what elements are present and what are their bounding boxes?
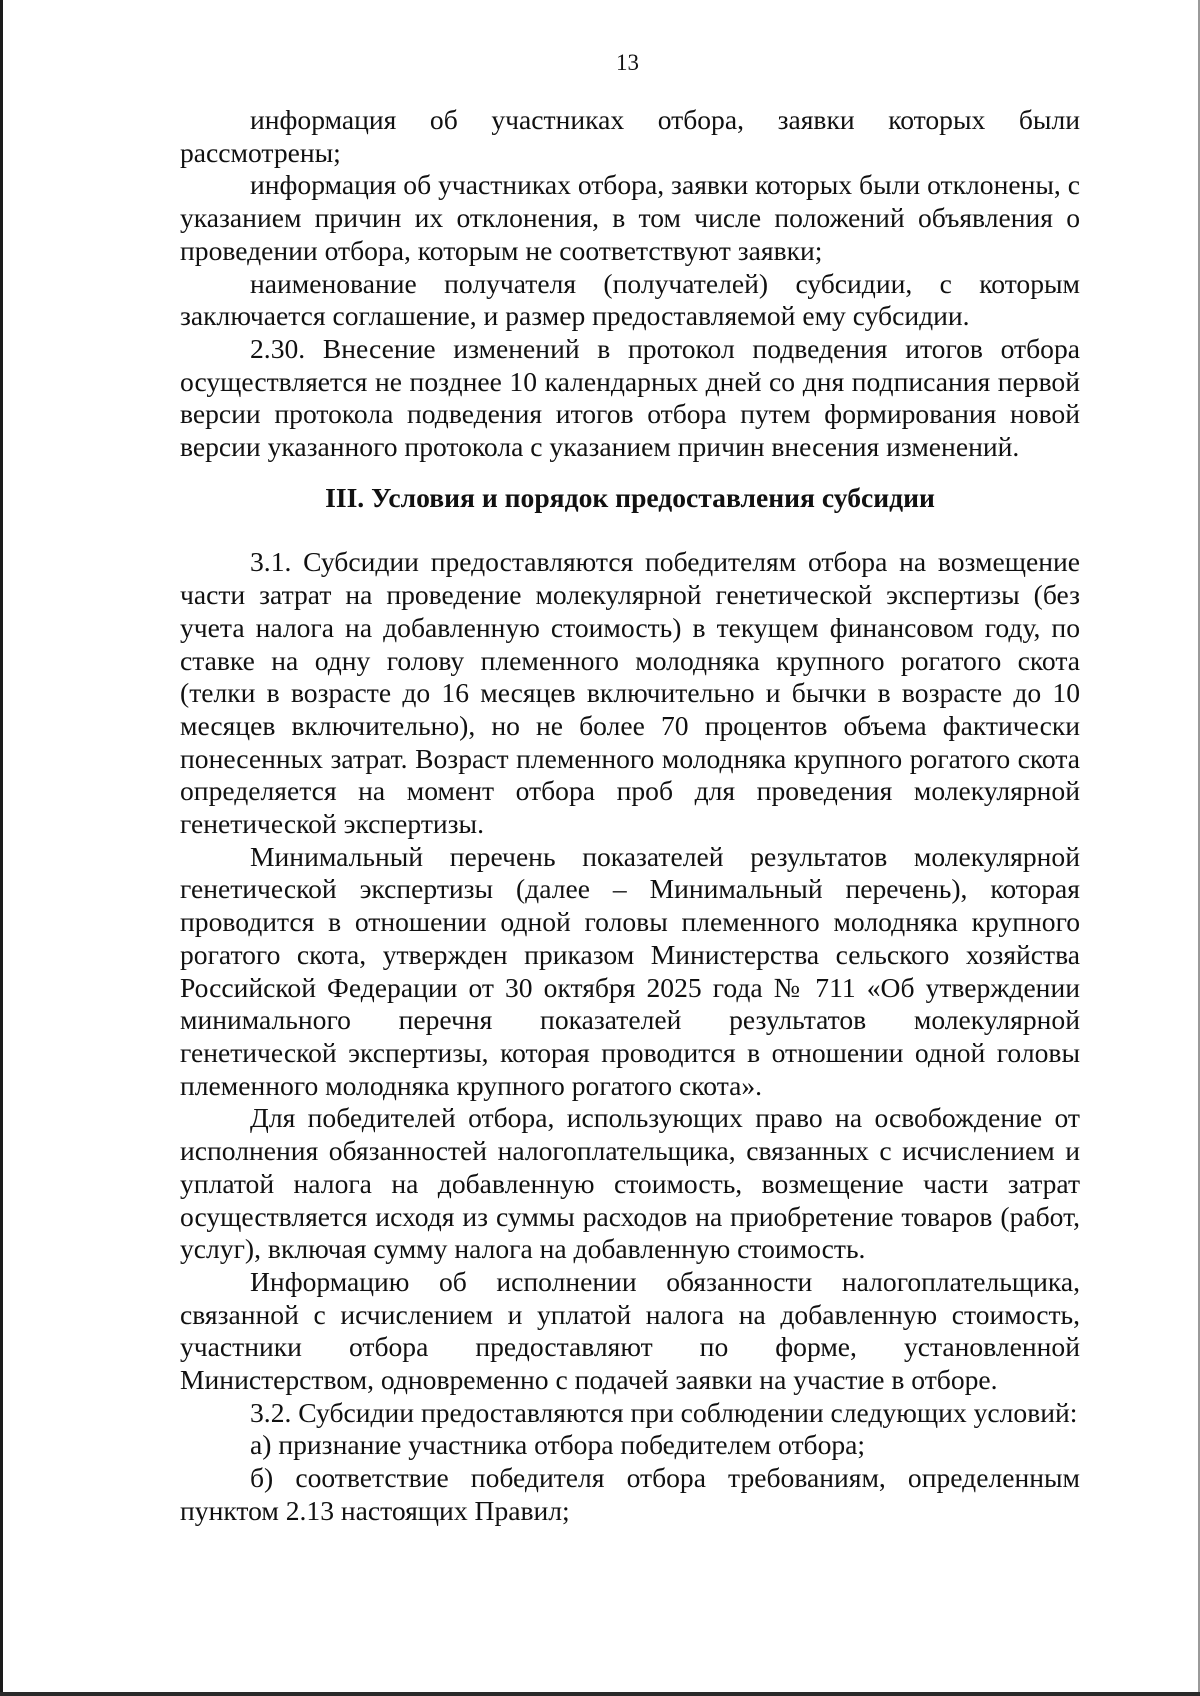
paragraph-minimal-list: Минимальный перечень показателей результатов молекулярной генетической экспертизы (далее – Минимальный перечень), которая проводится в отношении одной головы племенного молодняка крупного рогатого скота, утвержден приказом Министерства сельского хозяйства Российской Федерации от 30 октября 2025 года № 711 «Об утверждении минимального перечня показателей результатов молекулярной генетической экспертизы, которая проводится в отношении одной головы племенного молодняка крупного рогатого скота». <box>180 840 1080 1101</box>
paragraph-3-1: 3.1. Субсидии предоставляются победителям отбора на возмещение части затрат на проведение молекулярной генетической экспертизы (без учета налога на добавленную стоимость) в текущем финансовом году, по ставке на одну голову племенного молодняка крупного рогатого скота (телки в возрасте до 16 месяцев включительно и бычки в возрасте до 10 месяцев включительно), но не более 70 процентов объема фактически понесенных затрат. Возраст племенного молодняка крупного рогатого скота определяется на момент отбора проб для проведения молекулярной генетической экспертизы. <box>180 546 1080 840</box>
paragraph-condition-b: б) соответствие победителя отбора требованиям, определенным пунктом 2.13 настоящих Правил; <box>180 1462 1080 1526</box>
paragraph-2-30: 2.30. Внесение изменений в протокол подведения итогов отбора осуществляется не позднее 10 календарных дней со дня подписания первой версии протокола подведения итогов отбора путем формирования новой версии указанного протокола с указанием причин внесения изменений. <box>180 332 1080 463</box>
document-body <box>180 104 1080 1528</box>
page-number: 13 <box>616 50 639 75</box>
paragraph-vat-information: Информацию об исполнении обязанности налогоплательщика, связанной с исчислением и уплатой налога на добавленную стоимость, участники отбора предоставляют по форме, установленной Министерством, одновременно с подачей заявки на участие в отборе. <box>180 1265 1080 1396</box>
paragraph-recipient-name: наименование получателя (получателей) субсидии, с которым заключается соглашение, и размер предоставляемой ему субсидии. <box>180 267 1080 332</box>
scan-edge-bottom <box>0 1692 1200 1696</box>
paragraph-participants-rejected: информация об участниках отбора, заявки которых были отклонены, с указанием причин их отклонения, в том числе положений объявления о проведении отбора, которым не соответствуют заявки; <box>180 169 1080 266</box>
section-heading: III. Условия и порядок предоставления субсидии <box>325 481 935 513</box>
paragraph-participants-reviewed: информация об участниках отбора, заявки которых были рассмотрены; <box>180 104 1080 168</box>
paragraph-condition-a: а) признание участника отбора победителем отбора; <box>250 1429 866 1461</box>
paragraph-vat-exemption: Для победителей отбора, использующих право на освобождение от исполнения обязанностей налогоплательщика, связанных с исчислением и уплатой налога на добавленную стоимость, возмещение части затрат осуществляется исходя из суммы расходов на приобретение товаров (работ, услуг), включая сумму налога на добавленную стоимость. <box>180 1102 1080 1265</box>
scan-edge-left <box>0 0 3 1696</box>
paragraph-3-2: 3.2. Субсидии предоставляются при соблюдении следующих условий: <box>250 1396 1078 1428</box>
